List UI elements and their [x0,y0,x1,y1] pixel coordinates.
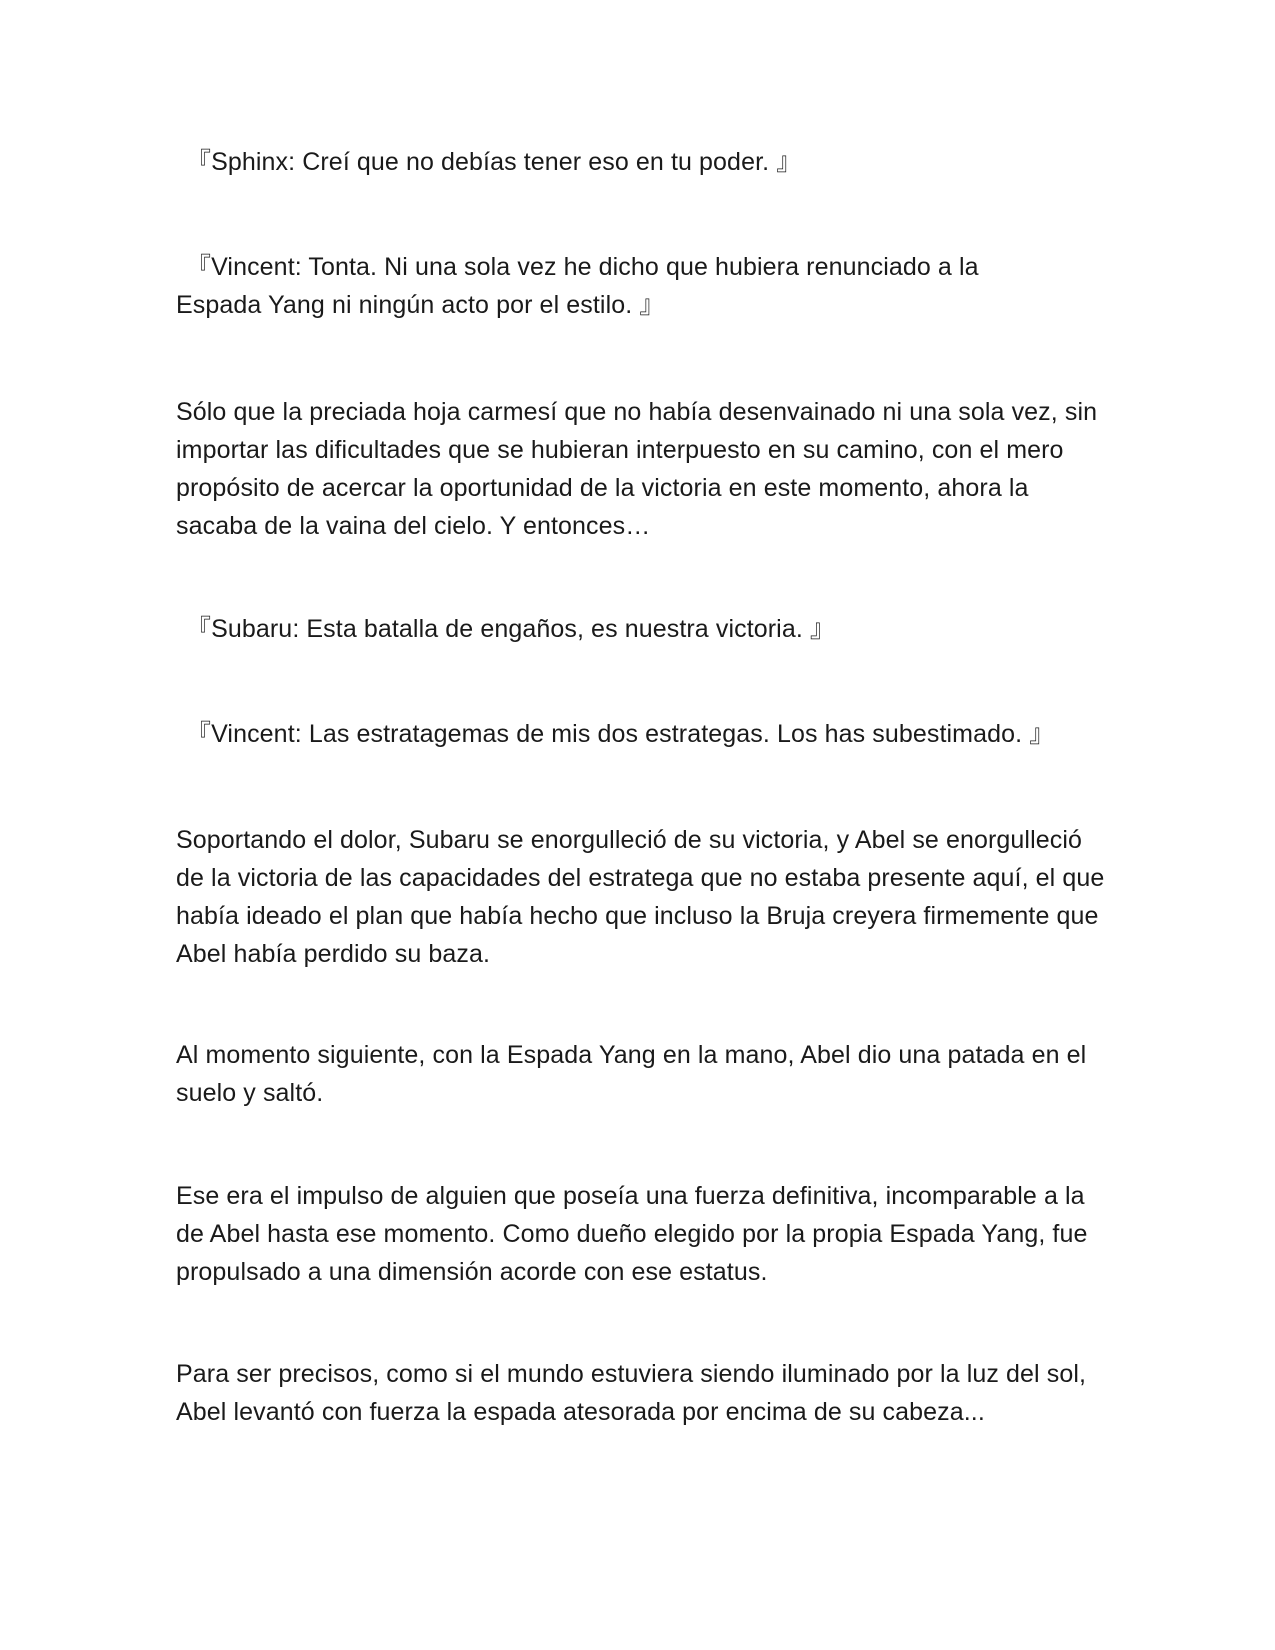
dialogue-vincent-1 [176,248,1106,324]
narration-paragraph-2: Soportando el dolor, Subaru se enorgulleció de su victoria, y Abel se enorgulleció de la victoria de las capacidades del estratega que no estaba presente aquí, el que había ideado el plan que había hecho que incluso la Bruja creyera firmemente que Abel había perdido su baza. [176,826,1105,968]
narration-paragraph-1: Sólo que la preciada hoja carmesí que no había desenvainado ni una sola vez, sin importar las dificultades que se hubieran interpuesto en su camino, con el mero propósito de acercar la oportunidad de la victoria en este momento, ahora la sacaba de la vaina del cielo. Y entonces… [176,398,1098,540]
dialogue-vincent-1-line1: 『Vincent: Tonta. Ni una sola vez he dicho que hubiera renunciado a la [186,253,979,281]
narration-paragraph-3: Al momento siguiente, con la Espada Yang en la mano, Abel dio una patada en el suelo y saltó. [176,1041,1087,1107]
dialogue-vincent-2: 『Vincent: Las estratagemas de mis dos estrategas. Los has subestimado. 』 [186,720,1055,748]
narration-paragraph-5: Para ser precisos, como si el mundo estuviera siendo iluminado por la luz del sol, Abel levantó con fuerza la espada atesorada por encima de su cabeza... [176,1360,1087,1426]
dialogue-vincent-1-line2: Espada Yang ni ningún acto por el estilo. 』 [176,291,665,319]
narration-paragraph-4: Ese era el impulso de alguien que poseía una fuerza definitiva, incomparable a la de Abel hasta ese momento. Como dueño elegido por la propia Espada Yang, fue propulsado a una dimensión acorde con ese estatus. [176,1182,1088,1286]
dialogue-subaru: 『Subaru: Esta batalla de engaños, es nuestra victoria. 』 [186,615,836,643]
dialogue-sphinx: 『Sphinx: Creí que no debías tener eso en tu poder. 』 [186,148,802,176]
